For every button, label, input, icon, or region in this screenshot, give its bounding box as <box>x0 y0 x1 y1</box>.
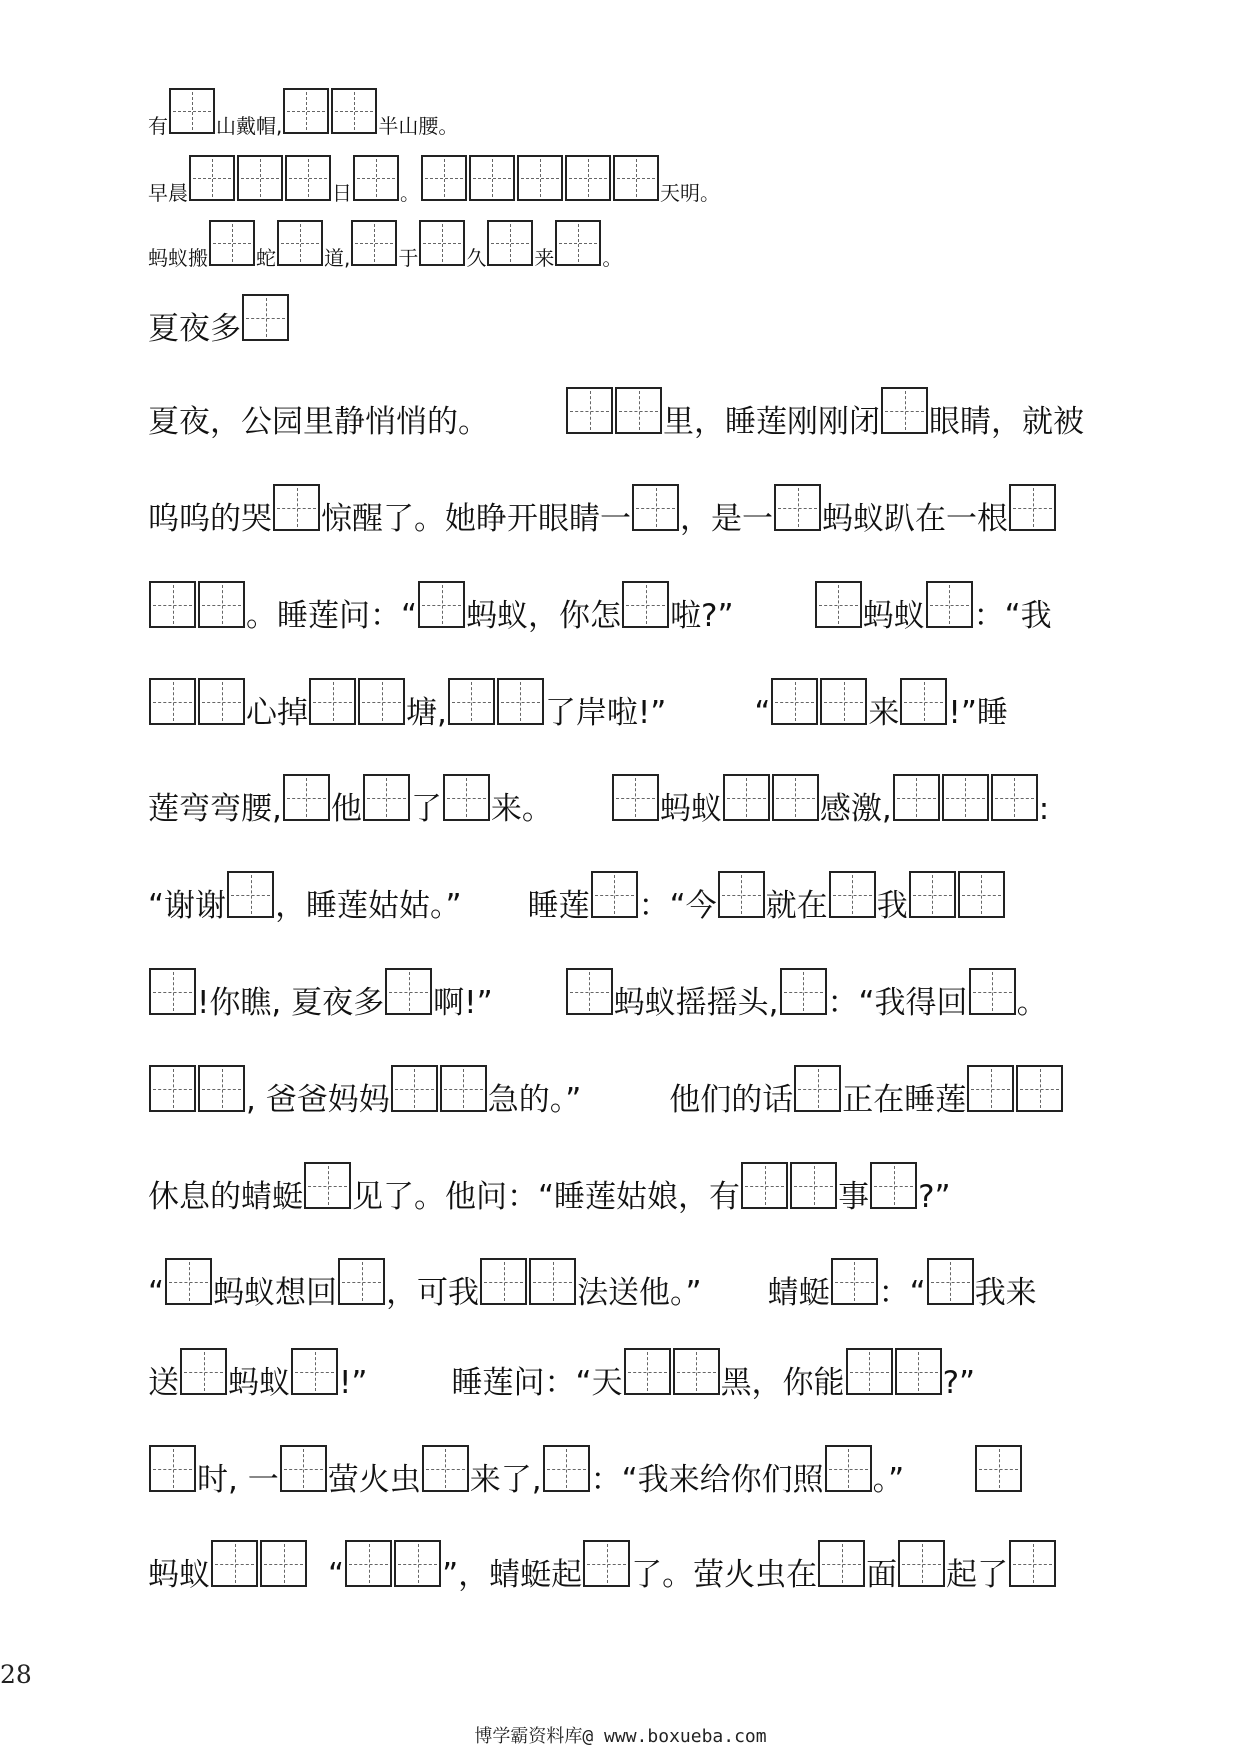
writing-box[interactable] <box>394 1540 441 1587</box>
writing-box[interactable] <box>820 678 867 725</box>
writing-box[interactable] <box>870 1162 917 1209</box>
writing-box[interactable] <box>543 1445 590 1492</box>
writing-box[interactable] <box>419 220 465 266</box>
text-segment: !你瞧, 夏夜多 <box>197 985 385 1021</box>
writing-box[interactable] <box>149 581 196 628</box>
writing-box[interactable] <box>211 1540 258 1587</box>
writing-box[interactable] <box>771 678 818 725</box>
text-segment: 。 <box>1016 985 1048 1021</box>
text-segment: 。 <box>602 246 623 270</box>
text-segment: 我 <box>876 888 908 924</box>
writing-box[interactable] <box>422 1445 469 1492</box>
text-segment: 有 <box>148 114 168 138</box>
text-segment: 蚂蚁想回 <box>213 1275 338 1311</box>
writing-box[interactable] <box>448 678 495 725</box>
writing-box[interactable] <box>975 1445 1022 1492</box>
text-line <box>148 484 1057 537</box>
writing-box[interactable] <box>815 581 862 628</box>
text-segment: 急的。” <box>487 1082 582 1118</box>
writing-box[interactable] <box>149 1065 196 1112</box>
text-line <box>148 871 1006 924</box>
writing-box[interactable] <box>1009 1540 1056 1587</box>
writing-box[interactable] <box>237 155 283 201</box>
writing-box[interactable] <box>198 1065 245 1112</box>
text-line <box>148 1065 1064 1118</box>
writing-box[interactable] <box>772 774 819 821</box>
writing-box[interactable] <box>345 1540 392 1587</box>
text-line <box>148 155 720 205</box>
text-segment: 睡莲 <box>527 888 590 924</box>
writing-box[interactable] <box>291 1348 338 1395</box>
writing-box[interactable] <box>566 387 613 434</box>
writing-box[interactable] <box>790 1162 837 1209</box>
writing-box[interactable] <box>613 155 659 201</box>
text-segment: 啊!” <box>433 985 493 1021</box>
text-segment: 萤火虫 <box>327 1462 421 1498</box>
writing-box[interactable] <box>591 871 638 918</box>
text-line <box>148 678 1008 731</box>
writing-box[interactable] <box>169 88 215 134</box>
text-segment: 早晨 <box>148 181 188 205</box>
writing-box[interactable] <box>443 774 490 821</box>
writing-box[interactable] <box>565 155 611 201</box>
text-segment: 山戴帽, <box>216 114 283 138</box>
writing-box[interactable] <box>895 1348 942 1395</box>
text-segment: !”睡 <box>948 695 1008 731</box>
text-segment: 他们的话 <box>669 1082 794 1118</box>
text-line <box>148 294 290 347</box>
writing-box[interactable] <box>497 678 544 725</box>
writing-box[interactable] <box>818 1540 865 1587</box>
text-segment: 里，睡莲刚刚闭 <box>663 404 880 440</box>
writing-box[interactable] <box>1016 1065 1063 1112</box>
text-segment: 惊醒了。她睁开眼睛一 <box>321 501 631 537</box>
writing-box[interactable] <box>829 871 876 918</box>
text-line <box>148 968 1048 1021</box>
writing-box[interactable] <box>927 1258 974 1305</box>
text-segment: 了岸啦!” <box>544 695 667 731</box>
text-segment: 蚂蚁 <box>659 791 722 827</box>
text-segment: 半山腰。 <box>378 114 459 138</box>
text-line <box>148 1445 1023 1498</box>
writing-box[interactable] <box>480 1258 527 1305</box>
text-segment: “ <box>754 695 771 731</box>
writing-box[interactable] <box>846 1348 893 1395</box>
writing-box[interactable] <box>900 678 947 725</box>
text-segment: 我来 <box>974 1275 1037 1311</box>
text-segment: 就在 <box>765 888 828 924</box>
writing-box[interactable] <box>741 1162 788 1209</box>
writing-box[interactable] <box>209 220 255 266</box>
writing-box[interactable] <box>198 581 245 628</box>
text-line <box>148 1162 951 1215</box>
text-segment: 来了, <box>469 1462 542 1498</box>
text-segment: 睡莲问：“天 <box>451 1365 623 1401</box>
text-segment: 感激, <box>819 791 892 827</box>
text-segment: 啦?” <box>670 598 734 634</box>
text-segment: 起了 <box>946 1557 1009 1593</box>
writing-box[interactable] <box>780 968 827 1015</box>
writing-box[interactable] <box>391 1065 438 1112</box>
text-line <box>148 581 1052 634</box>
writing-box[interactable] <box>718 871 765 918</box>
writing-box[interactable] <box>353 155 399 201</box>
writing-box[interactable] <box>517 155 563 201</box>
footer-watermark: 博学霸资料库@ www.boxueba.com <box>474 1726 767 1747</box>
text-segment: 夏夜多 <box>148 311 241 347</box>
text-segment: 于 <box>398 246 419 270</box>
text-segment: 了。萤火虫在 <box>631 1557 818 1593</box>
writing-box[interactable] <box>358 678 405 725</box>
text-line <box>148 387 1084 440</box>
writing-box[interactable] <box>942 774 989 821</box>
text-segment: ”，蜻蜓起 <box>442 1557 583 1593</box>
writing-box[interactable] <box>967 1065 1014 1112</box>
text-segment: 休息的蜻蜓 <box>148 1179 303 1215</box>
text-segment: 蚂蚁 <box>862 598 925 634</box>
text-segment: 来。 <box>490 791 553 827</box>
text-segment: 。睡莲问：“ <box>246 598 418 634</box>
text-segment: 见了。他问：“睡莲姑娘，有 <box>352 1179 741 1215</box>
writing-box[interactable] <box>180 1348 227 1395</box>
text-segment: 他 <box>330 791 362 827</box>
writing-box[interactable] <box>723 774 770 821</box>
writing-box[interactable] <box>309 678 356 725</box>
text-segment: ，是一 <box>680 501 773 537</box>
writing-box[interactable] <box>624 1348 671 1395</box>
writing-box[interactable] <box>529 1258 576 1305</box>
text-segment: 蚂蚁 <box>228 1365 290 1401</box>
writing-box[interactable] <box>825 1445 872 1492</box>
writing-box[interactable] <box>909 871 956 918</box>
writing-box[interactable] <box>898 1540 945 1587</box>
text-segment: 正在睡莲 <box>842 1082 967 1118</box>
text-segment: “谢谢 <box>148 888 227 924</box>
text-segment: 了 <box>410 791 442 827</box>
writing-box[interactable] <box>632 484 679 531</box>
text-segment: 莲弯弯腰, <box>148 791 282 827</box>
text-segment: 夏夜，公园里静悄悄的。 <box>148 404 489 440</box>
text-segment: “ <box>328 1557 345 1593</box>
text-segment: 蜻蜓 <box>767 1275 830 1311</box>
writing-box[interactable] <box>893 774 940 821</box>
text-line <box>148 774 1049 827</box>
writing-box[interactable] <box>242 294 289 341</box>
writing-box[interactable] <box>283 88 329 134</box>
text-segment: 来 <box>534 246 555 270</box>
page-number: 28 <box>0 1660 32 1689</box>
text-segment: 。 <box>400 181 420 205</box>
text-line <box>148 88 458 138</box>
text-segment: 事 <box>838 1179 870 1215</box>
text-segment: 蚂蚁趴在一根 <box>822 501 1008 537</box>
text-segment: 法送他。” <box>577 1275 702 1311</box>
writing-box[interactable] <box>774 484 821 531</box>
text-segment: 蚂蚁摇摇头, <box>613 985 779 1021</box>
writing-box[interactable] <box>277 220 323 266</box>
text-segment: ：“我得回 <box>827 985 968 1021</box>
text-segment: 时, 一 <box>197 1462 279 1498</box>
writing-box[interactable] <box>440 1065 487 1112</box>
text-line <box>148 1540 1057 1593</box>
writing-box[interactable] <box>555 220 601 266</box>
text-segment: 黑，你能 <box>720 1365 845 1401</box>
text-segment: ：“我来给你们照 <box>590 1462 824 1498</box>
writing-box[interactable] <box>149 678 196 725</box>
text-line <box>148 220 622 270</box>
writing-box[interactable] <box>273 484 320 531</box>
text-segment: 道, <box>324 246 351 270</box>
text-segment: 久 <box>466 246 487 270</box>
text-segment: ?” <box>918 1179 951 1215</box>
writing-box[interactable] <box>831 1258 878 1305</box>
writing-box[interactable] <box>1009 484 1056 531</box>
writing-box[interactable] <box>351 220 397 266</box>
writing-box[interactable] <box>469 155 515 201</box>
text-segment: “ <box>148 1275 165 1311</box>
text-segment: 蚂蚁 <box>148 1557 210 1593</box>
text-segment: 呜呜的哭 <box>148 501 272 537</box>
text-segment: 送 <box>148 1365 179 1401</box>
writing-box[interactable] <box>280 1445 327 1492</box>
writing-box[interactable] <box>881 387 928 434</box>
writing-box[interactable] <box>149 1445 196 1492</box>
text-segment: 蛇 <box>256 246 276 270</box>
writing-box[interactable] <box>385 968 432 1015</box>
writing-box[interactable] <box>285 155 331 201</box>
writing-box[interactable] <box>331 88 377 134</box>
text-segment: ：“今 <box>638 888 717 924</box>
writing-box[interactable] <box>149 968 196 1015</box>
writing-box[interactable] <box>794 1065 841 1112</box>
writing-box[interactable] <box>583 1540 630 1587</box>
writing-box[interactable] <box>622 581 669 628</box>
text-segment: 天明。 <box>660 181 720 205</box>
writing-box[interactable] <box>421 155 467 201</box>
text-line <box>148 1348 975 1401</box>
writing-box[interactable] <box>969 968 1016 1015</box>
text-segment: 蚂蚁，你怎 <box>466 598 622 634</box>
writing-box[interactable] <box>418 581 465 628</box>
text-line <box>148 1258 1037 1311</box>
text-segment: : <box>1038 791 1050 827</box>
text-segment: ：“我 <box>973 598 1052 634</box>
writing-box[interactable] <box>612 774 659 821</box>
writing-box[interactable] <box>615 387 662 434</box>
writing-box[interactable] <box>566 968 613 1015</box>
text-segment: ?” <box>942 1365 976 1401</box>
writing-box[interactable] <box>260 1540 307 1587</box>
writing-box[interactable] <box>926 581 973 628</box>
text-segment: ，可我 <box>386 1275 480 1311</box>
text-segment: , 爸爸妈妈 <box>246 1082 390 1118</box>
text-segment: ，睡莲姑姑。” <box>275 888 462 924</box>
writing-box[interactable] <box>363 774 410 821</box>
writing-box[interactable] <box>304 1162 351 1209</box>
text-segment: 面 <box>866 1557 898 1593</box>
text-segment: 日 <box>332 181 352 205</box>
text-segment: 心掉 <box>246 695 308 731</box>
writing-box[interactable] <box>165 1258 212 1305</box>
writing-box[interactable] <box>283 774 330 821</box>
writing-box[interactable] <box>487 220 533 266</box>
text-segment: 蚂蚁搬 <box>148 246 208 270</box>
text-segment: ：“ <box>878 1275 926 1311</box>
text-segment: 。” <box>872 1462 905 1498</box>
writing-box[interactable] <box>673 1348 720 1395</box>
writing-box[interactable] <box>189 155 235 201</box>
writing-box[interactable] <box>338 1258 385 1305</box>
text-segment: 眼睛，就被 <box>929 404 1084 440</box>
text-segment: !” <box>339 1365 368 1401</box>
writing-box[interactable] <box>958 871 1005 918</box>
writing-box[interactable] <box>198 678 245 725</box>
writing-box[interactable] <box>227 871 274 918</box>
writing-box[interactable] <box>991 774 1038 821</box>
text-segment: 塘, <box>406 695 447 731</box>
text-segment: 来 <box>868 695 900 731</box>
